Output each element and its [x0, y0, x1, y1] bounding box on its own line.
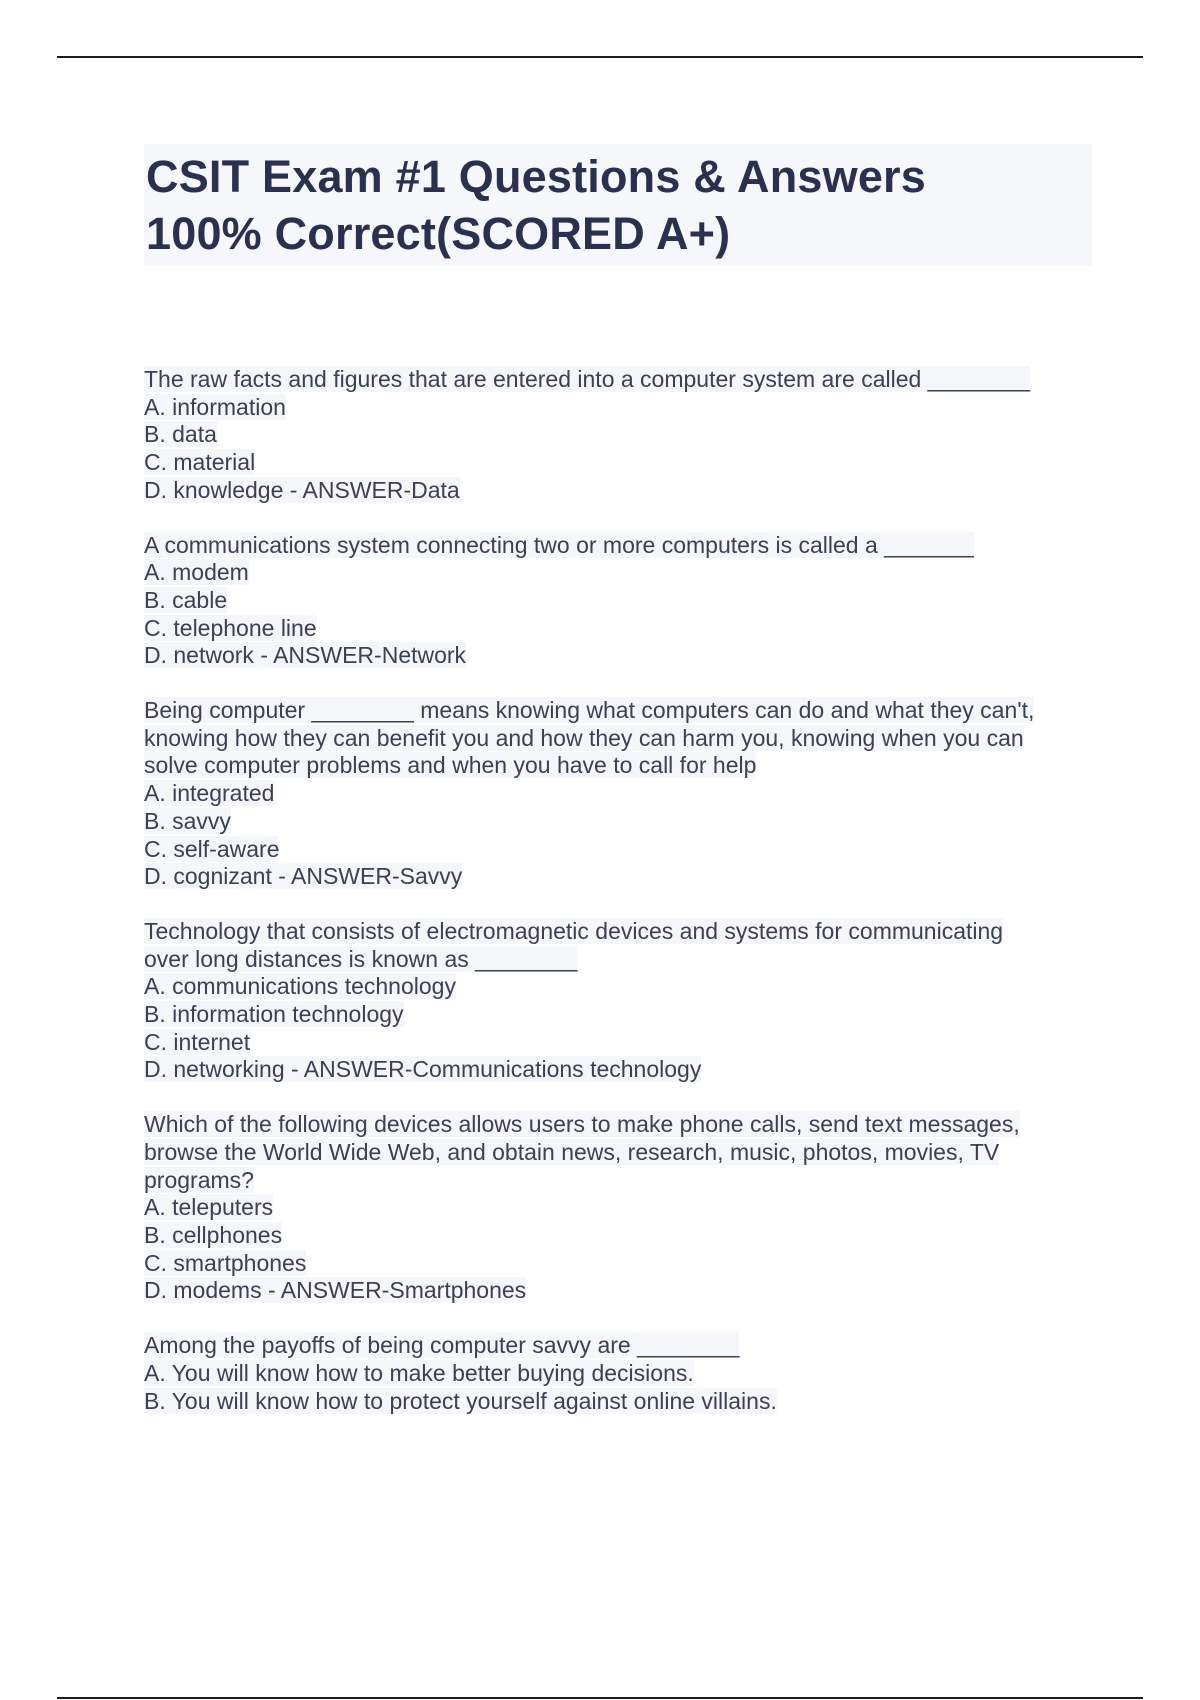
- document-title-block: [144, 144, 1092, 266]
- question-line-text: C. self-aware: [144, 835, 280, 862]
- question-line: [144, 725, 1104, 753]
- question-line: [144, 1056, 1104, 1084]
- question-line-text: Among the payoffs of being computer savvy are ________: [144, 1332, 740, 1359]
- question-line-text: A. integrated: [144, 780, 275, 807]
- question-line: [144, 477, 1104, 505]
- question-line: [144, 863, 1104, 891]
- title-line-2: 100% Correct(SCORED A+): [146, 208, 731, 259]
- question-line-text: The raw facts and figures that are entered into a computer system are called ________: [144, 366, 1031, 392]
- question-line-text: A. teleputers: [144, 1194, 274, 1221]
- question-block: [144, 366, 1104, 505]
- question-block: [144, 697, 1104, 891]
- question-text: [144, 918, 1104, 946]
- question-text: [144, 1332, 1104, 1360]
- question-block: [144, 1111, 1104, 1305]
- question-line-text: A. You will know how to make better buying decisions.: [144, 1359, 694, 1386]
- top-rule: [57, 56, 1143, 58]
- question-line-text: B. data: [144, 421, 217, 448]
- question-line-text: knowing how they can benefit you and how they can harm you, knowing when you can: [144, 724, 1024, 751]
- question-line: [144, 1139, 1104, 1167]
- question-line-text: A. communications technology: [144, 973, 456, 1000]
- question-line: [144, 421, 1104, 449]
- question-line: [144, 587, 1104, 615]
- question-line: [144, 780, 1104, 808]
- question-line: [144, 946, 1104, 974]
- question-line: [144, 1001, 1104, 1029]
- question-line: [144, 1360, 1104, 1388]
- question-line: [144, 642, 1104, 670]
- question-text: [144, 532, 1104, 560]
- question-line-text: Which of the following devices allows users to make phone calls, send text messages,: [144, 1111, 1020, 1138]
- question-line-text: D. network - ANSWER-Network: [144, 642, 467, 669]
- question-line-text: B. cellphones: [144, 1221, 283, 1248]
- question-line: [144, 1167, 1104, 1195]
- question-line-text: B. savvy: [144, 807, 231, 834]
- question-line-text: C. telephone line: [144, 614, 317, 641]
- question-text: [144, 697, 1104, 725]
- question-line-text: solve computer problems and when you have to call for help: [144, 752, 757, 779]
- question-line-text: browse the World Wide Web, and obtain news, research, music, photos, movies, TV: [144, 1138, 1000, 1165]
- question-line: [144, 1029, 1104, 1057]
- question-line: [144, 1222, 1104, 1250]
- question-line: [144, 1250, 1104, 1278]
- question-line-text: A. modem: [144, 559, 249, 586]
- question-line: [144, 449, 1104, 477]
- question-line: [144, 559, 1104, 587]
- question-line: [144, 836, 1104, 864]
- question-line: [144, 615, 1104, 643]
- question-line-text: B. information technology: [144, 1001, 404, 1028]
- question-line: [144, 752, 1104, 780]
- question-line: [144, 1388, 1104, 1416]
- question-text: [144, 1111, 1104, 1139]
- title-line-1: CSIT Exam #1 Questions & Answers: [146, 151, 926, 202]
- question-line-text: D. networking - ANSWER-Communications technology: [144, 1056, 702, 1083]
- question-line: [144, 394, 1104, 422]
- question-line-text: D. modems - ANSWER-Smartphones: [144, 1277, 527, 1304]
- question-list: [144, 366, 1104, 1442]
- bottom-rule: [57, 1697, 1143, 1699]
- question-line-text: Being computer ________ means knowing what computers can do and what they can't,: [144, 697, 1035, 724]
- question-line: [144, 1194, 1104, 1222]
- question-line-text: C. material: [144, 449, 256, 476]
- question-line-text: Technology that consists of electromagnetic devices and systems for communicating: [144, 917, 1004, 944]
- question-line-text: B. cable: [144, 586, 228, 613]
- question-line-text: C. internet: [144, 1028, 251, 1055]
- question-line-text: D. cognizant - ANSWER-Savvy: [144, 863, 463, 890]
- question-line-text: A communications system connecting two or more computers is called a _______: [144, 531, 974, 558]
- document-title: [146, 148, 1086, 262]
- question-line-text: B. You will know how to protect yourself against online villains.: [144, 1387, 777, 1414]
- question-line: [144, 973, 1104, 1001]
- question-line-text: C. smartphones: [144, 1249, 307, 1276]
- question-line-text: D. knowledge - ANSWER-Data: [144, 476, 460, 503]
- question-line-text: programs?: [144, 1166, 254, 1193]
- question-block: [144, 1332, 1104, 1415]
- question-line-text: A. information: [144, 393, 286, 420]
- question-text: [144, 366, 1104, 394]
- question-block: [144, 918, 1104, 1084]
- question-line-text: over long distances is known as ________: [144, 945, 578, 972]
- question-block: [144, 532, 1104, 671]
- question-line: [144, 808, 1104, 836]
- question-line: [144, 1277, 1104, 1305]
